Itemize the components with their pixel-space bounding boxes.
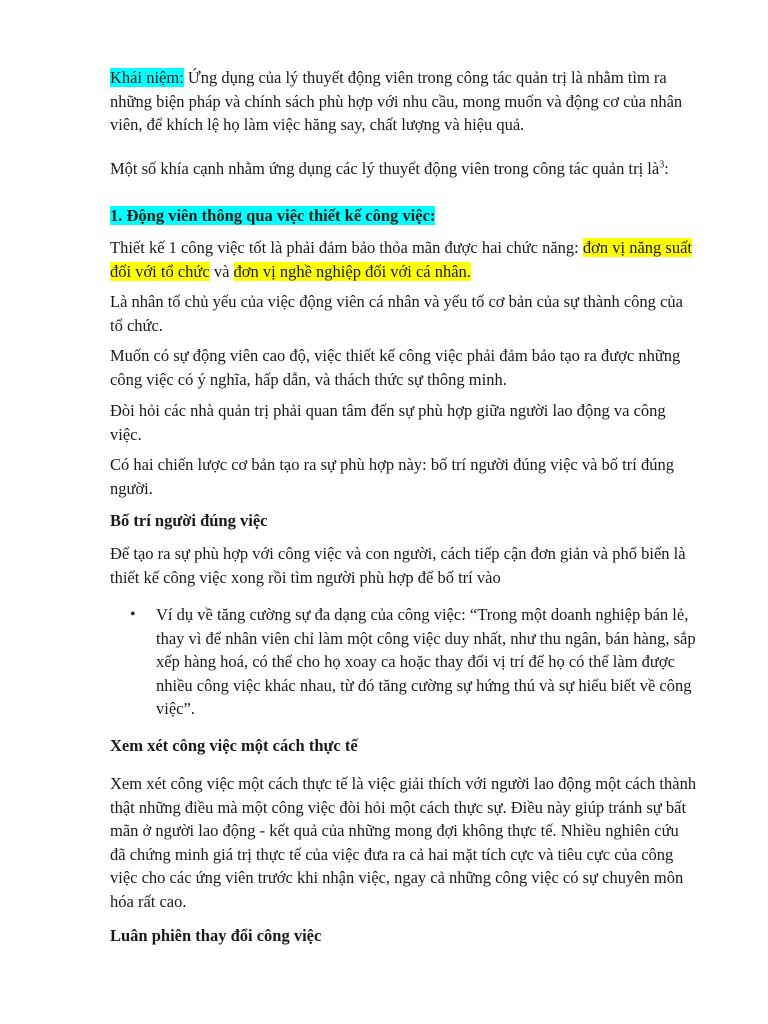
fit-paragraph: Để tạo ra sự phù hợp với công việc và con người, cách tiếp cận đơn giản và phổ biến là thiết kế công việc xong rồi tìm người phù hợp để bố trí vào (110, 544, 686, 587)
concept-paragraph (110, 66, 698, 137)
realistic-paragraph: Xem xét công việc một cách thực tế là việc giải thích với người lao động một cách thành thật những điều mà một công việc đòi hỏi một cách thực sự. Điều này giúp tránh sự bất mãn ở người lao động - kết quả của những mong đợi không thực tế. Nhiều nghiên cứu đã chứng minh giá trị thực tế của việc đưa ra cả hai mặt tích cực và tiêu cực của công việc cho các ứng viên trước khi nhận việc, ngay cả những công việc có sự chuyên môn hóa rất cao. (110, 774, 697, 911)
concept-text: Ứng dụng của lý thuyết động viên trong công tác quản trị là nhằm tìm ra những biện pháp và chính sách phù hợp với nhu cầu, mong muốn và động cơ của nhân viên, để khích lệ họ làm việc hăng say, chất lượng và hiệu quả. (110, 68, 683, 134)
intro-paragraph (110, 157, 669, 181)
intro-text: Một số khía cạnh nhằm ứng dụng các lý thuyết động viên trong công tác quản trị là (110, 159, 660, 178)
design-text-mid: và (209, 261, 234, 281)
example-text: Ví dụ về tăng cường sự đa dạng của công việc: “Trong một doanh nghiệp bán lẻ, thay vì để nhân viên chỉ làm một công việc duy nhất, như thu ngân, bán hàng, sắp xếp hàng hoá, có thể cho họ xoay ca hoặc thay đổi vị trí để họ có thể làm được nhiều công việc khác nhau, từ đó tăng cường sự hứng thú và sự hiểu biết về công việc”. (156, 605, 696, 718)
strategy-paragraph: Có hai chiến lược cơ bản tạo ra sự phù hợp này: bố trí người đúng việc và bố trí đúng người. (110, 455, 674, 498)
highlight-productivity-unit: đơn vị năng suất đối với tổ chức (110, 238, 692, 281)
motivation-paragraph: Muốn có sự động viên cao độ, việc thiết kế công việc phải đảm bảo tạo ra được những công việc có ý nghĩa, hấp dẫn, và thách thức sự thông minh. (110, 346, 681, 389)
list-item (110, 603, 698, 721)
footnote-reference[interactable]: 3 (659, 159, 665, 171)
bullet-icon: • (130, 606, 136, 623)
factor-paragraph: Là nhân tố chủ yếu của việc động viên cá nhân và yếu tố cơ bản của sự thành công của tổ chức. (110, 292, 683, 335)
subheading-job-rotation: Luân phiên thay đổi công việc (110, 926, 322, 945)
design-paragraph (110, 236, 698, 283)
design-text-before: Thiết kế 1 công việc tốt là phải đảm bảo thỏa mãn được hai chức năng: (110, 238, 583, 257)
concept-label: Khái niệm: (110, 68, 184, 87)
example-list (110, 603, 698, 721)
subheading-right-person: Bố trí người đúng việc (110, 511, 268, 530)
intro-colon: : (664, 159, 669, 178)
manager-paragraph: Đòi hỏi các nhà quản trị phải quan tâm đến sự phù hợp giữa người lao động va công việc. (110, 401, 666, 444)
section-heading (110, 204, 435, 228)
highlight-career-unit: đơn vị nghề nghiệp đối với cá nhân. (233, 261, 471, 281)
subheading-realistic-job: Xem xét công việc một cách thực tế (110, 736, 358, 755)
section-heading-text: 1. Động viên thông qua việc thiết kế công việc: (110, 206, 436, 225)
